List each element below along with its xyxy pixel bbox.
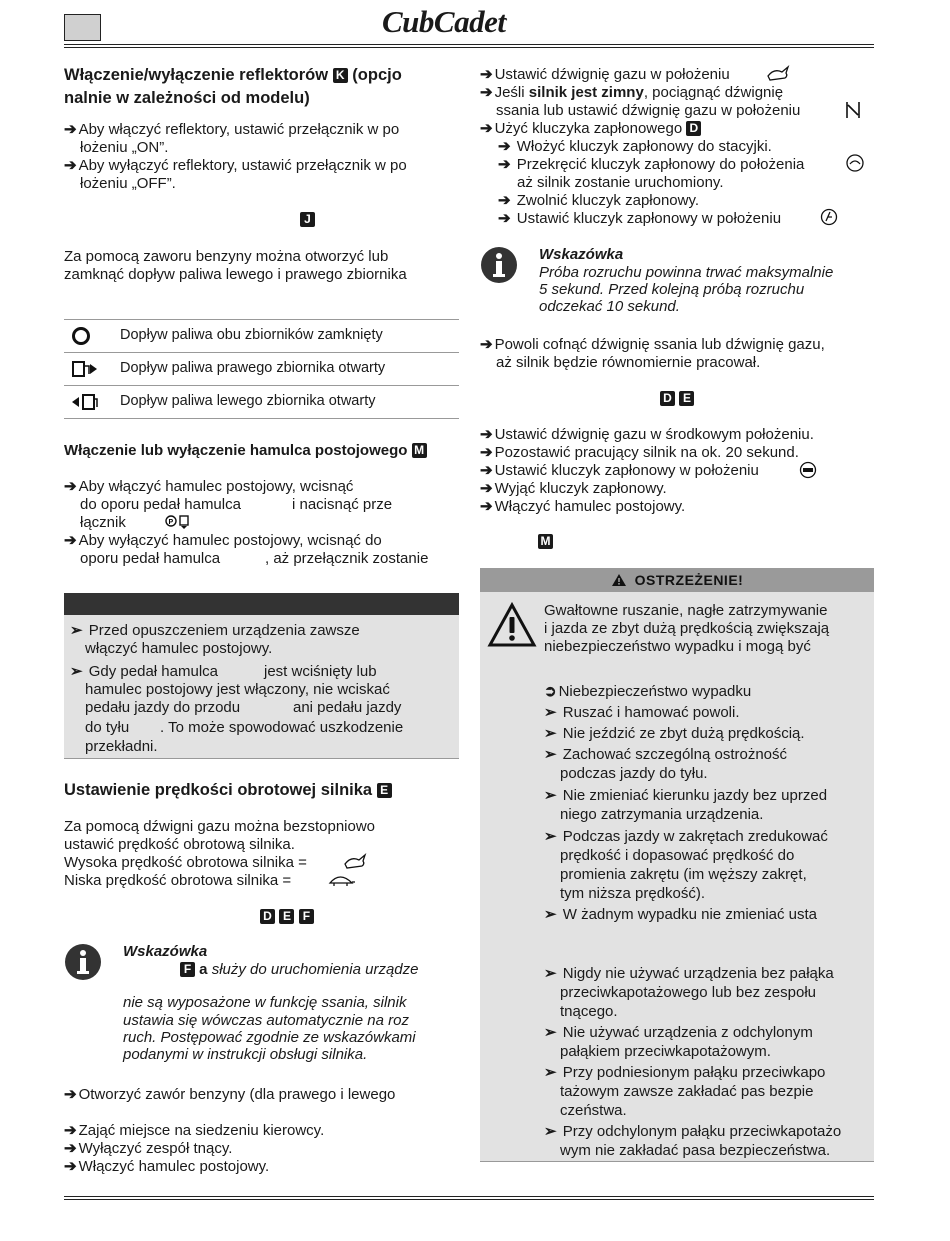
list-item: ➔ Aby wyłączyć hamulec postojowy, wcisnąć do bbox=[64, 532, 382, 549]
warning-item: ➢ Przy odchylonym pałąku przeciwkapotażo bbox=[544, 1123, 842, 1140]
note-item: hamulec postojowy jest włączony, nie wciskać bbox=[85, 681, 390, 698]
fuel-intro: Za pomocą zaworu benzyny można otworzyć lub bbox=[64, 248, 389, 265]
badge-e: E bbox=[377, 783, 392, 798]
header-rule-2 bbox=[64, 47, 874, 48]
badge-j: J bbox=[300, 211, 315, 229]
circle-closed-icon bbox=[70, 327, 100, 345]
list-item: ➔ Wyłączyć zespół tnący. bbox=[64, 1140, 233, 1157]
list-item: i nacisnąć prze bbox=[292, 496, 393, 513]
fuel-left-icon bbox=[70, 393, 100, 411]
start-key-icon bbox=[845, 153, 865, 173]
rabbit-icon bbox=[765, 64, 791, 82]
warning-item: ➢ Nie używać urządzenia z odchylonym bbox=[544, 1024, 813, 1041]
warning-text: niebezpieczeństwo wypadku i mogą być bbox=[544, 638, 811, 655]
note-header-bar bbox=[64, 593, 459, 615]
info-icon bbox=[64, 943, 102, 981]
hint-text: odczekać 10 sekund. bbox=[539, 298, 680, 315]
warning-item: przeciwkapotażowego lub bez zespołu bbox=[560, 984, 816, 1001]
list-item: aż silnik będzie równomiernie pracował. bbox=[496, 354, 761, 371]
note-item: przekładni. bbox=[85, 738, 158, 755]
list-item: ➔ Otworzyć zawór benzyny (dla prawego i lewego bbox=[64, 1086, 396, 1103]
fuel-table bbox=[64, 318, 459, 418]
note-item: . To może spowodować uszkodzenie bbox=[160, 719, 404, 736]
warning-small-icon bbox=[611, 573, 627, 587]
hint-text: ruch. Postępować zgodnie ze wskazówkami bbox=[123, 1029, 416, 1046]
list-item: ➔ Aby wyłączyć reflektory, ustawić przełącznik w po bbox=[64, 157, 407, 174]
list-item: ➔ Aby włączyć reflektory, ustawić przełącznik w po bbox=[64, 121, 400, 138]
rabbit-icon bbox=[342, 852, 368, 870]
hint-text: Próba rozruchu powinna trwać maksymalnie bbox=[539, 264, 834, 281]
list-item: ➔ Wyjąć kluczyk zapłonowy. bbox=[480, 480, 667, 497]
list-item: oporu pedał hamulca bbox=[80, 550, 221, 567]
list-item: łożeniu „OFF”. bbox=[80, 175, 176, 192]
list-item: ➔ Włączyć hamulec postojowy. bbox=[64, 1158, 270, 1175]
list-item: ➔ Ustawić dźwignię gazu w położeniu bbox=[480, 66, 730, 83]
list-item: łącznik bbox=[80, 514, 126, 531]
table-row: Dopływ paliwa prawego zbiornika otwarty bbox=[64, 353, 459, 386]
hint-text: ustawia się wówczas automatycznie na roz bbox=[123, 1012, 409, 1029]
warning-item: ➢ Nie jeździć ze zbyt dużą prędkością. bbox=[544, 725, 805, 742]
list-item: ssania lub ustawić dźwignię gazu w położeniu bbox=[496, 102, 801, 119]
warning-item: pałąkiem przeciwkapotażowym. bbox=[560, 1043, 771, 1060]
badge-m: M bbox=[412, 443, 427, 458]
note-item: do tyłu bbox=[85, 719, 130, 736]
speed-text: ustawić prędkość obrotową silnika. bbox=[64, 836, 295, 853]
list-item: , aż przełącznik zostanie bbox=[265, 550, 429, 567]
fuel-right-icon bbox=[70, 360, 100, 378]
heading-parking-brake: Włączenie lub wyłączenie hamulca postojowego M bbox=[64, 442, 427, 459]
warning-item: ➢ Zachować szczególną ostrożność bbox=[544, 746, 788, 763]
header-rule bbox=[64, 44, 874, 45]
turtle-icon bbox=[327, 872, 357, 888]
list-item: ➔ Ustawić kluczyk zapłonowy w położeniu bbox=[480, 462, 759, 479]
run-key-icon bbox=[820, 208, 838, 226]
speed-text: Za pomocą dźwigni gazu można bezstopniowo bbox=[64, 818, 376, 835]
page-number-box bbox=[64, 14, 101, 41]
fuel-intro: zamknąć dopływ paliwa lewego i prawego zbiornika bbox=[64, 266, 407, 283]
list-item: ➔ Zająć miejsce na siedzeniu kierowcy. bbox=[64, 1122, 325, 1139]
note-item: ani pedału jazdy bbox=[293, 699, 402, 716]
footer-rule bbox=[64, 1196, 874, 1197]
footer-rule-2 bbox=[64, 1199, 874, 1200]
list-item: ➔ Jeśli silnik jest zimny, pociągnąć dźwignię bbox=[480, 84, 784, 101]
parking-brake-icon bbox=[163, 515, 195, 529]
note-item: ➢ Gdy pedał hamulca bbox=[70, 663, 218, 680]
cub-cadet-logo: CubCadet. bbox=[382, 4, 507, 39]
warning-item: ➢ W żadnym wypadku nie zmieniać usta bbox=[544, 906, 818, 923]
warning-item: tnącego. bbox=[560, 1003, 618, 1020]
list-item: ➔ Pozostawić pracujący silnik na ok. 20 sekund. bbox=[480, 444, 799, 461]
badge-k: K bbox=[333, 68, 348, 83]
warning-item: ➢ Podczas jazdy w zakrętach zredukować bbox=[544, 828, 828, 845]
warning-item: ➢ Nie zmieniać kierunku jazdy bez uprzed bbox=[544, 787, 828, 804]
list-item: ➔ Aby włączyć hamulec postojowy, wcisnąć bbox=[64, 478, 354, 495]
hint-text: 5 sekund. Przed kolejną próbą rozruchu bbox=[539, 281, 805, 298]
hint-text: F a służy do uruchomienia urządze bbox=[180, 961, 418, 979]
badge-m-right: M bbox=[538, 533, 553, 551]
heading-engine-speed: Ustawienie prędkości obrotowej silnika E bbox=[64, 779, 392, 802]
hint-title: Wskazówka bbox=[539, 246, 624, 263]
list-item: łożeniu „ON”. bbox=[80, 139, 169, 156]
warning-text: Gwałtowne ruszanie, nagłe zatrzymywanie bbox=[544, 602, 828, 619]
warning-item: ➢ Przy podniesionym pałąku przeciwkapo bbox=[544, 1064, 826, 1081]
warning-item: ➲ Niebezpieczeństwo wypadku bbox=[544, 683, 752, 700]
list-item: ➔ Włączyć hamulec postojowy. bbox=[480, 498, 686, 515]
hint-text: podanymi w instrukcji obsługi silnika. bbox=[123, 1046, 368, 1063]
warning-triangle-icon bbox=[487, 602, 537, 648]
sub-item: ➔ Przekręcić kluczyk zapłonowy do położenia bbox=[498, 156, 805, 173]
choke-icon bbox=[845, 101, 861, 119]
warning-item: ➢ Nigdy nie używać urządzenia bez pałąka bbox=[544, 965, 834, 982]
svg-text:P: P bbox=[168, 519, 174, 526]
warning-header: OSTRZEŻENIE! bbox=[480, 568, 874, 592]
warning-item: wym nie zakładać pasa bezpieczeństwa. bbox=[560, 1142, 831, 1159]
note-item: włączyć hamulec postojowy. bbox=[85, 640, 273, 657]
sub-item: ➔ Włożyć kluczyk zapłonowy do stacyjki. bbox=[498, 138, 772, 155]
sub-item: aż silnik zostanie uruchomiony. bbox=[517, 174, 724, 191]
list-item: ➔ Użyć kluczyka zapłonowego D bbox=[480, 120, 701, 138]
sub-item: ➔ Ustawić kluczyk zapłonowy w położeniu bbox=[498, 210, 782, 227]
speed-text: Wysoka prędkość obrotowa silnika = bbox=[64, 854, 307, 871]
list-item: ➔ Ustawić dźwignię gazu w środkowym położeniu. bbox=[480, 426, 814, 443]
warning-item: tym niższa prędkość). bbox=[560, 885, 706, 902]
sub-item: ➔ Zwolnić kluczyk zapłonowy. bbox=[498, 192, 700, 209]
stop-key-icon bbox=[799, 461, 817, 479]
warning-item: niego zatrzymania urządzenia. bbox=[560, 806, 764, 823]
warning-item: tażowym zawsze zakładać pas bezpie bbox=[560, 1083, 814, 1100]
info-icon bbox=[480, 246, 518, 284]
note-item: pedału jazdy do przodu bbox=[85, 699, 241, 716]
warning-item: prędkość i dopasować prędkość do bbox=[560, 847, 795, 864]
table-row: Dopływ paliwa lewego zbiornika otwarty bbox=[64, 386, 459, 419]
note-item: ➢ Przed opuszczeniem urządzenia zawsze bbox=[70, 622, 360, 639]
speed-text: Niska prędkość obrotowa silnika = bbox=[64, 872, 292, 889]
hint-title: Wskazówka bbox=[123, 943, 208, 960]
list-item: ➔ Powoli cofnąć dźwignię ssania lub dźwignię gazu, bbox=[480, 336, 825, 353]
hint-text: nie są wyposażone w funkcję ssania, silnik bbox=[123, 994, 407, 1011]
warning-item: promienia zakrętu (im węższy zakręt, bbox=[560, 866, 807, 883]
heading-reflectors: Włączenie/wyłączenie reflektorów K (opcjo nalnie w zależności od modelu) bbox=[64, 66, 402, 107]
badges-def: D E F bbox=[260, 908, 314, 926]
warning-item: ➢ Ruszać i hamować powoli. bbox=[544, 704, 740, 721]
warning-text: i jazda ze zbyt dużą prędkością zwiększają bbox=[544, 620, 830, 637]
table-row: Dopływ paliwa obu zbiorników zamknięty bbox=[64, 320, 459, 353]
note-item: jest wciśnięty lub bbox=[264, 663, 377, 680]
warning-item: czeństwa. bbox=[560, 1102, 627, 1119]
warning-item: podczas jazdy do tyłu. bbox=[560, 765, 708, 782]
list-item: do oporu pedał hamulca bbox=[80, 496, 241, 513]
badges-de: D E bbox=[660, 390, 694, 408]
